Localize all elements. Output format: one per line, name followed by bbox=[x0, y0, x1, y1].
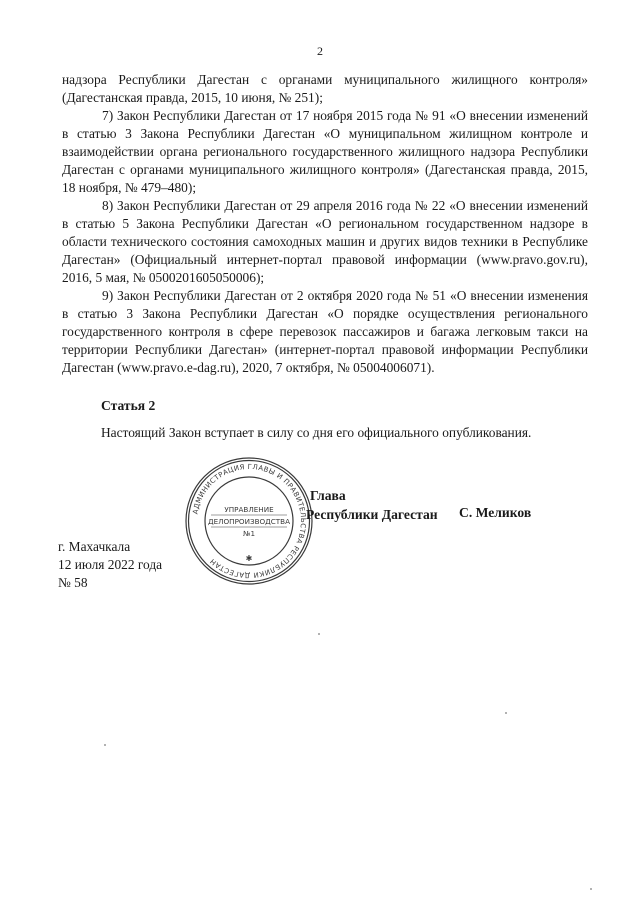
scan-speck bbox=[104, 744, 106, 746]
place-date-block bbox=[58, 538, 162, 592]
stamp-line-1: УПРАВЛЕНИЕ bbox=[224, 505, 274, 514]
article-heading: Статья 2 bbox=[101, 398, 156, 413]
official-stamp bbox=[183, 455, 315, 587]
stamp-ring-text: АДМИНИСТРАЦИЯ ГЛАВЫ И ПРАВИТЕЛЬСТВА РЕСПУБЛИКИ ДАГЕСТАН bbox=[191, 462, 308, 580]
scan-speck bbox=[590, 888, 592, 890]
signatory-name: С. Меликов bbox=[459, 505, 532, 520]
stamp-line-2: ДЕЛОПРОИЗВОДСТВА bbox=[207, 517, 291, 526]
law-list-text bbox=[62, 71, 588, 377]
stamp-line-3: №1 bbox=[242, 529, 256, 538]
law-number: № 58 bbox=[58, 575, 88, 590]
stamp-seal-icon bbox=[183, 455, 315, 587]
paragraph-item-9: 9) Закон Республики Дагестан от 2 октября 2020 года № 51 «О внесении изменения в статью 3 Закона Республики Дагестан «О порядке осуществления регионального государственного контроля в сфере перевозок пассажиров и багажа легковым такси на территории Республики Дагестан» (интернет-портал правовой информации Республики Дагестан (www.pravo.e-dag.ru), 2020, 7 октября, № 05004006071). bbox=[62, 288, 588, 375]
scan-speck bbox=[318, 633, 320, 635]
signatory-title-line-1: Глава bbox=[310, 488, 346, 503]
signatory-title bbox=[306, 486, 438, 524]
paragraph-item-8: 8) Закон Республики Дагестан от 29 апреля 2016 года № 22 «О внесении изменений в статью 5 Закона Республики Дагестан «О региональном государственном надзоре в области технического состояния самоходных машин и других видов техники в Республике Дагестан» (Официальный интернет-портал правовой информации (www.pravo.gov.ru), 2016, 5 мая, № 0500201605050006); bbox=[62, 198, 588, 285]
paragraph-continuation: надзора Республики Дагестан с органами муниципального жилищного контроля» (Дагестанская правда, 2015, 10 июня, № 251); bbox=[62, 72, 588, 105]
paragraph-item-7: 7) Закон Республики Дагестан от 17 ноября 2015 года № 91 «О внесении изменений в статью 3 Закона Республики Дагестан «О муниципальном жилищном контроле и взаимодействии органа регионального государственного жилищного надзора Республики Дагестан с органами муниципального жилищного контроля» (Дагестанская правда, 2015, 18 ноября, № 479–480); bbox=[62, 108, 588, 195]
place-city: г. Махачкала bbox=[58, 539, 131, 554]
star-icon: ✱ bbox=[245, 554, 253, 563]
article-text: Настоящий Закон вступает в силу со дня его официального опубликования. bbox=[101, 425, 532, 440]
page-number: 2 bbox=[317, 44, 323, 58]
signatory-title-line-2: Республики Дагестан bbox=[306, 507, 438, 522]
scan-speck bbox=[505, 712, 507, 714]
place-date: 12 июля 2022 года bbox=[58, 557, 163, 572]
